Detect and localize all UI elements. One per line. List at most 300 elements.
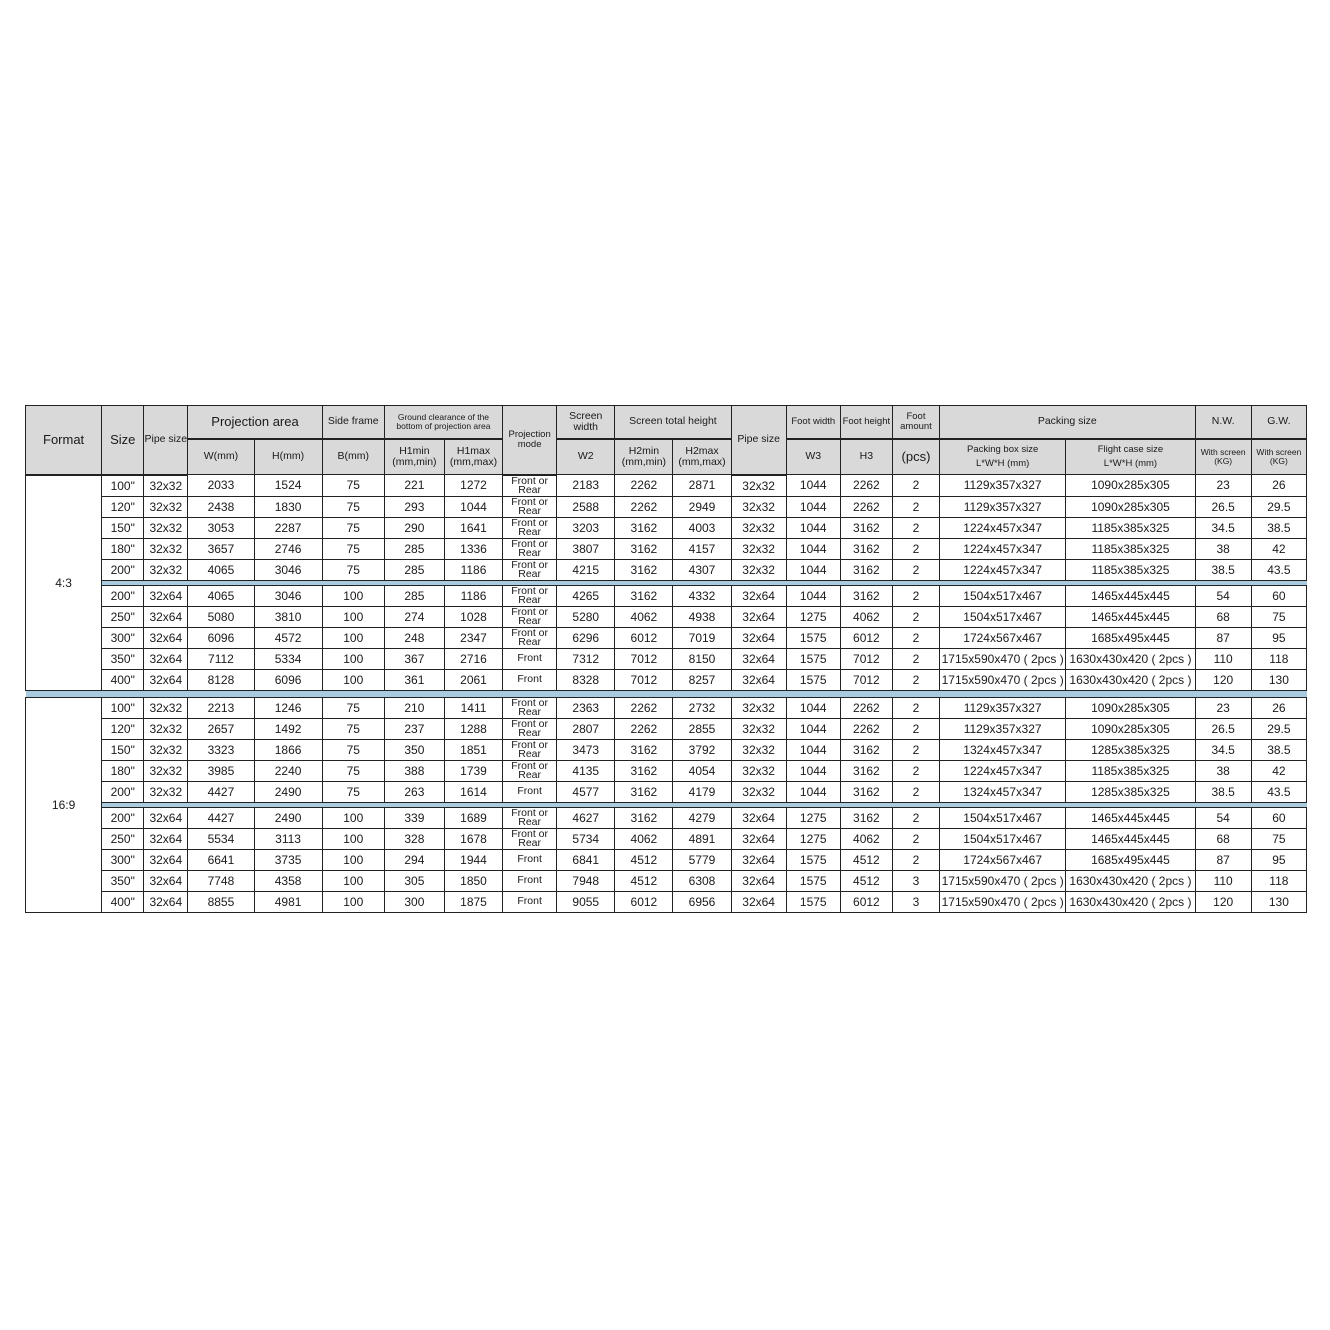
- table-cell: 1288: [444, 718, 502, 739]
- table-cell: 2746: [254, 538, 322, 559]
- table-cell: 1715x590x470 ( 2pcs ): [940, 669, 1066, 690]
- table-cell: 3792: [673, 739, 731, 760]
- table-cell: 100: [322, 807, 384, 828]
- table-cell: 1129x357x327: [940, 475, 1066, 497]
- table-cell: 75: [1251, 606, 1306, 627]
- table-cell: 1524: [254, 475, 322, 497]
- header-flight-case: [1066, 439, 1195, 475]
- table-cell: 32x32: [731, 697, 786, 718]
- table-cell: 32x32: [144, 496, 188, 517]
- table-cell: 60: [1251, 585, 1306, 606]
- table-cell: 1575: [786, 648, 840, 669]
- table-cell: 3046: [254, 559, 322, 580]
- table-cell: 1866: [254, 739, 322, 760]
- header-packing-box: [940, 439, 1066, 475]
- table-cell: 23: [1195, 475, 1251, 497]
- table-cell: 285: [384, 585, 444, 606]
- table-cell: 32x64: [731, 606, 786, 627]
- table-cell: 200": [102, 559, 144, 580]
- table-cell: 100: [322, 585, 384, 606]
- table-cell: 87: [1195, 849, 1251, 870]
- table-cell: 38.5: [1195, 781, 1251, 802]
- table-cell: 5534: [188, 828, 254, 849]
- table-cell: 100: [322, 669, 384, 690]
- table-cell: 3735: [254, 849, 322, 870]
- header-h1min: H1min (mm,min): [384, 439, 444, 475]
- table-row: [26, 828, 1307, 849]
- table-cell: Front or Rear: [503, 697, 557, 718]
- table-cell: 3162: [840, 517, 892, 538]
- table-cell: 2: [892, 828, 939, 849]
- table-row: [26, 475, 1307, 497]
- table-row: [26, 718, 1307, 739]
- table-cell: 1630x430x420 ( 2pcs ): [1066, 891, 1195, 912]
- header-foot-width: Foot width: [786, 406, 840, 440]
- table-cell: 180": [102, 760, 144, 781]
- header-gw: G.W.: [1251, 406, 1306, 440]
- table-cell: 1411: [444, 697, 502, 718]
- table-cell: 2949: [673, 496, 731, 517]
- table-cell: 2347: [444, 627, 502, 648]
- table-cell: 3162: [615, 739, 673, 760]
- table-cell: 6012: [615, 891, 673, 912]
- table-cell: 150": [102, 739, 144, 760]
- table-cell: 4135: [557, 760, 615, 781]
- table-cell: 75: [322, 781, 384, 802]
- table-cell: 1044: [786, 697, 840, 718]
- table-cell: 32x64: [731, 891, 786, 912]
- table-cell: 75: [322, 559, 384, 580]
- table-cell: 32x64: [731, 828, 786, 849]
- table-cell: 32x32: [731, 496, 786, 517]
- table-row: [26, 606, 1307, 627]
- table-cell: 2871: [673, 475, 731, 497]
- table-cell: Front: [503, 648, 557, 669]
- header-h1max: H1max (mm,max): [444, 439, 502, 475]
- table-cell: 2061: [444, 669, 502, 690]
- table-cell: 87: [1195, 627, 1251, 648]
- table-cell: 3162: [615, 760, 673, 781]
- table-cell: 6096: [188, 627, 254, 648]
- table-cell: 1739: [444, 760, 502, 781]
- table-cell: 4062: [840, 606, 892, 627]
- table-cell: 7019: [673, 627, 731, 648]
- table-cell: 32x64: [144, 828, 188, 849]
- table-cell: 32x64: [144, 648, 188, 669]
- header-projection-mode: Projection mode: [503, 406, 557, 475]
- table-cell: Front: [503, 849, 557, 870]
- table-cell: 2262: [615, 718, 673, 739]
- table-cell: 6012: [615, 627, 673, 648]
- table-cell: 7312: [557, 648, 615, 669]
- table-cell: 5334: [254, 648, 322, 669]
- table-cell: 4427: [188, 781, 254, 802]
- table-cell: 2262: [840, 496, 892, 517]
- table-row: [26, 585, 1307, 606]
- table-cell: 32x64: [144, 870, 188, 891]
- table-cell: 350": [102, 870, 144, 891]
- table-cell: 3162: [840, 585, 892, 606]
- table-cell: 2: [892, 849, 939, 870]
- table-cell: 1851: [444, 739, 502, 760]
- table-cell: 3473: [557, 739, 615, 760]
- table-cell: 6296: [557, 627, 615, 648]
- table-cell: 3162: [840, 760, 892, 781]
- table-cell: Front: [503, 669, 557, 690]
- table-cell: 400": [102, 891, 144, 912]
- table-cell: 2240: [254, 760, 322, 781]
- table-cell: 1678: [444, 828, 502, 849]
- header-screen-width: Screen width: [557, 406, 615, 440]
- table-cell: Front or Rear: [503, 585, 557, 606]
- table-row: [26, 538, 1307, 559]
- table-cell: Front: [503, 870, 557, 891]
- table-cell: 68: [1195, 828, 1251, 849]
- table-cell: 1630x430x420 ( 2pcs ): [1066, 870, 1195, 891]
- table-cell: 95: [1251, 627, 1306, 648]
- table-cell: 54: [1195, 807, 1251, 828]
- table-cell: 3203: [557, 517, 615, 538]
- table-cell: 1715x590x470 ( 2pcs ): [940, 891, 1066, 912]
- flight-case-unit: L*W*H (mm): [1103, 458, 1158, 469]
- table-cell: 285: [384, 559, 444, 580]
- table-cell: 4512: [840, 849, 892, 870]
- table-cell: 8855: [188, 891, 254, 912]
- table-cell: 300": [102, 627, 144, 648]
- table-cell: 305: [384, 870, 444, 891]
- table-cell: 100: [322, 870, 384, 891]
- table-cell: 1830: [254, 496, 322, 517]
- table-cell: 4938: [673, 606, 731, 627]
- table-cell: 1689: [444, 807, 502, 828]
- table-cell: 32x32: [144, 760, 188, 781]
- table-cell: Front or Rear: [503, 538, 557, 559]
- table-cell: Front or Rear: [503, 475, 557, 497]
- table-cell: 1185x385x325: [1066, 538, 1195, 559]
- table-cell: 1336: [444, 538, 502, 559]
- table-cell: 221: [384, 475, 444, 497]
- table-cell: 32x32: [144, 538, 188, 559]
- table-body: [26, 475, 1307, 913]
- table-cell: 4215: [557, 559, 615, 580]
- table-row: [26, 870, 1307, 891]
- table-cell: 1044: [786, 496, 840, 517]
- table-cell: 250": [102, 828, 144, 849]
- table-cell: 285: [384, 538, 444, 559]
- table-cell: 2: [892, 606, 939, 627]
- header-foot-height: Foot height: [840, 406, 892, 440]
- table-cell: 350: [384, 739, 444, 760]
- table-cell: 2807: [557, 718, 615, 739]
- table-cell: 1090x285x305: [1066, 475, 1195, 497]
- table-cell: 32x32: [144, 739, 188, 760]
- table-cell: 1044: [786, 718, 840, 739]
- table-cell: 100: [322, 606, 384, 627]
- table-cell: 5080: [188, 606, 254, 627]
- table-cell: 42: [1251, 538, 1306, 559]
- header-nw-sub: With screen (KG): [1195, 439, 1251, 475]
- table-row: [26, 648, 1307, 669]
- table-cell: 3: [892, 891, 939, 912]
- table-cell: 32x32: [731, 760, 786, 781]
- table-cell: 2: [892, 475, 939, 497]
- table-row: [26, 760, 1307, 781]
- table-cell: 29.5: [1251, 718, 1306, 739]
- table-row: [26, 697, 1307, 718]
- table-cell: 32x32: [731, 517, 786, 538]
- table-cell: 1246: [254, 697, 322, 718]
- table-cell: 2490: [254, 781, 322, 802]
- header-size: Size: [102, 406, 144, 475]
- table-cell: 8150: [673, 648, 731, 669]
- table-cell: 4179: [673, 781, 731, 802]
- table-cell: 2262: [840, 475, 892, 497]
- table-cell: 7012: [615, 648, 673, 669]
- table-cell: 4265: [557, 585, 615, 606]
- table-cell: 1275: [786, 828, 840, 849]
- header-pcs: (pcs): [892, 439, 939, 475]
- table-cell: 4427: [188, 807, 254, 828]
- packing-box-unit: L*W*H (mm): [976, 458, 1030, 469]
- table-cell: 3162: [840, 807, 892, 828]
- table-cell: 95: [1251, 849, 1306, 870]
- table-cell: 75: [322, 697, 384, 718]
- table-cell: 3162: [615, 781, 673, 802]
- table-cell: 32x64: [144, 606, 188, 627]
- table-cell: 150": [102, 517, 144, 538]
- table-cell: 34.5: [1195, 517, 1251, 538]
- table-cell: 2490: [254, 807, 322, 828]
- table-cell: 6308: [673, 870, 731, 891]
- table-cell: 250": [102, 606, 144, 627]
- table-cell: 75: [322, 517, 384, 538]
- table-cell: 26.5: [1195, 718, 1251, 739]
- table-cell: 4981: [254, 891, 322, 912]
- table-cell: 32x64: [144, 669, 188, 690]
- table-cell: 60: [1251, 807, 1306, 828]
- table-cell: 3162: [840, 538, 892, 559]
- table-cell: 32x32: [144, 718, 188, 739]
- table-cell: 32x32: [144, 781, 188, 802]
- table-cell: 32x32: [731, 718, 786, 739]
- separator-bar: [26, 690, 1307, 697]
- table-cell: 110: [1195, 648, 1251, 669]
- table-cell: 4572: [254, 627, 322, 648]
- table-cell: 1272: [444, 475, 502, 497]
- table-cell: 180": [102, 538, 144, 559]
- table-cell: 1285x385x325: [1066, 781, 1195, 802]
- table-cell: 200": [102, 781, 144, 802]
- table-cell: 1275: [786, 807, 840, 828]
- table-cell: 293: [384, 496, 444, 517]
- table-cell: 248: [384, 627, 444, 648]
- table-cell: 1465x445x445: [1066, 585, 1195, 606]
- table-cell: 6096: [254, 669, 322, 690]
- table-cell: Front: [503, 891, 557, 912]
- table-cell: 3162: [615, 585, 673, 606]
- table-cell: 1044: [786, 781, 840, 802]
- table-cell: Front or Rear: [503, 559, 557, 580]
- table-cell: 1944: [444, 849, 502, 870]
- table-cell: 1492: [254, 718, 322, 739]
- table-cell: 130: [1251, 669, 1306, 690]
- table-cell: Front or Rear: [503, 718, 557, 739]
- table-cell: 1044: [444, 496, 502, 517]
- table-cell: 32x64: [731, 870, 786, 891]
- table-row: [26, 891, 1307, 912]
- table-cell: 200": [102, 585, 144, 606]
- table-cell: 100: [322, 828, 384, 849]
- table-cell: 75: [322, 496, 384, 517]
- header-projection-area: Projection area: [188, 406, 322, 440]
- table-cell: 2033: [188, 475, 254, 497]
- table-cell: 32x32: [144, 517, 188, 538]
- table-cell: 75: [322, 739, 384, 760]
- table-cell: 1575: [786, 669, 840, 690]
- table-cell: 9055: [557, 891, 615, 912]
- table-cell: 32x64: [144, 849, 188, 870]
- table-cell: 1324x457x347: [940, 781, 1066, 802]
- table-cell: 118: [1251, 870, 1306, 891]
- table-cell: 4157: [673, 538, 731, 559]
- table-cell: 290: [384, 517, 444, 538]
- table-cell: 32x64: [731, 648, 786, 669]
- table-cell: 3162: [615, 517, 673, 538]
- table-cell: 32x64: [144, 627, 188, 648]
- table-cell: Front or Rear: [503, 517, 557, 538]
- table-cell: 1504x517x467: [940, 585, 1066, 606]
- header-h2max: H2max (mm,max): [673, 439, 731, 475]
- table-cell: 1575: [786, 870, 840, 891]
- table-cell: 6956: [673, 891, 731, 912]
- table-cell: 3: [892, 870, 939, 891]
- table-cell: 6012: [840, 627, 892, 648]
- table-cell: 1685x495x445: [1066, 627, 1195, 648]
- table-cell: 1614: [444, 781, 502, 802]
- packing-box-label: Packing box size: [967, 444, 1039, 456]
- table-cell: 32x64: [144, 891, 188, 912]
- table-cell: 1090x285x305: [1066, 697, 1195, 718]
- table-cell: 2716: [444, 648, 502, 669]
- table-cell: 100": [102, 697, 144, 718]
- table-cell: 120": [102, 718, 144, 739]
- table-cell: 5734: [557, 828, 615, 849]
- table-cell: 32x32: [731, 739, 786, 760]
- table-cell: 1044: [786, 559, 840, 580]
- table-cell: 32x32: [144, 475, 188, 497]
- table-cell: 4062: [615, 828, 673, 849]
- table-cell: 1224x457x347: [940, 760, 1066, 781]
- spec-table: [25, 405, 1307, 913]
- header-h3: H3: [840, 439, 892, 475]
- header-foot-amount: Foot amount: [892, 406, 939, 440]
- table-cell: 1224x457x347: [940, 559, 1066, 580]
- table-cell: 3162: [615, 807, 673, 828]
- table-cell: Front or Rear: [503, 760, 557, 781]
- table-cell: 23: [1195, 697, 1251, 718]
- table-cell: 130: [1251, 891, 1306, 912]
- table-cell: 7012: [840, 648, 892, 669]
- table-cell: 8128: [188, 669, 254, 690]
- table-cell: 1044: [786, 585, 840, 606]
- table-cell: 29.5: [1251, 496, 1306, 517]
- table-cell: 120: [1195, 891, 1251, 912]
- table-cell: 1685x495x445: [1066, 849, 1195, 870]
- table-cell: 2: [892, 760, 939, 781]
- table-cell: 3053: [188, 517, 254, 538]
- table-cell: 1724x567x467: [940, 849, 1066, 870]
- table-cell: 3113: [254, 828, 322, 849]
- table-cell: 110: [1195, 870, 1251, 891]
- table-cell: 1724x567x467: [940, 627, 1066, 648]
- table-cell: 1185x385x325: [1066, 559, 1195, 580]
- table-cell: 2: [892, 559, 939, 580]
- table-cell: 1186: [444, 585, 502, 606]
- table-cell: 43.5: [1251, 559, 1306, 580]
- table-cell: 32x32: [731, 538, 786, 559]
- table-cell: 4054: [673, 760, 731, 781]
- table-cell: 2: [892, 648, 939, 669]
- table-cell: 339: [384, 807, 444, 828]
- table-cell: 1630x430x420 ( 2pcs ): [1066, 648, 1195, 669]
- table-cell: 1275: [786, 606, 840, 627]
- table-cell: 1715x590x470 ( 2pcs ): [940, 870, 1066, 891]
- table-cell: 4627: [557, 807, 615, 828]
- table-cell: 1044: [786, 517, 840, 538]
- table-cell: 1504x517x467: [940, 807, 1066, 828]
- table-cell: 1044: [786, 538, 840, 559]
- table-cell: 1465x445x445: [1066, 807, 1195, 828]
- table-cell: 4003: [673, 517, 731, 538]
- table-cell: 1875: [444, 891, 502, 912]
- table-cell: 38: [1195, 760, 1251, 781]
- header-format: Format: [26, 406, 102, 475]
- table-cell: 3162: [615, 538, 673, 559]
- table-cell: 2287: [254, 517, 322, 538]
- table-cell: 1465x445x445: [1066, 828, 1195, 849]
- table-cell: 38.5: [1251, 517, 1306, 538]
- table-cell: Front or Rear: [503, 828, 557, 849]
- table-cell: 38: [1195, 538, 1251, 559]
- table-cell: 100: [322, 627, 384, 648]
- table-cell: 1185x385x325: [1066, 760, 1195, 781]
- table-cell: 4512: [615, 870, 673, 891]
- table-row: [26, 849, 1307, 870]
- table-cell: 120": [102, 496, 144, 517]
- table-header: [26, 406, 1307, 475]
- table-cell: 32x64: [144, 807, 188, 828]
- table-cell: 2262: [840, 697, 892, 718]
- table-cell: 7012: [615, 669, 673, 690]
- table-cell: 8328: [557, 669, 615, 690]
- table-cell: 1285x385x325: [1066, 739, 1195, 760]
- table-cell: 8257: [673, 669, 731, 690]
- table-cell: 2657: [188, 718, 254, 739]
- table-cell: 7112: [188, 648, 254, 669]
- table-cell: 54: [1195, 585, 1251, 606]
- table-cell: Front or Rear: [503, 496, 557, 517]
- table-cell: 2: [892, 585, 939, 606]
- table-cell: 6841: [557, 849, 615, 870]
- table-cell: 4512: [840, 870, 892, 891]
- table-cell: 3162: [840, 739, 892, 760]
- table-cell: 1090x285x305: [1066, 496, 1195, 517]
- table-cell: 300": [102, 849, 144, 870]
- table-cell: 26: [1251, 475, 1306, 497]
- table-cell: 4065: [188, 585, 254, 606]
- table-cell: 1641: [444, 517, 502, 538]
- table-row: [26, 739, 1307, 760]
